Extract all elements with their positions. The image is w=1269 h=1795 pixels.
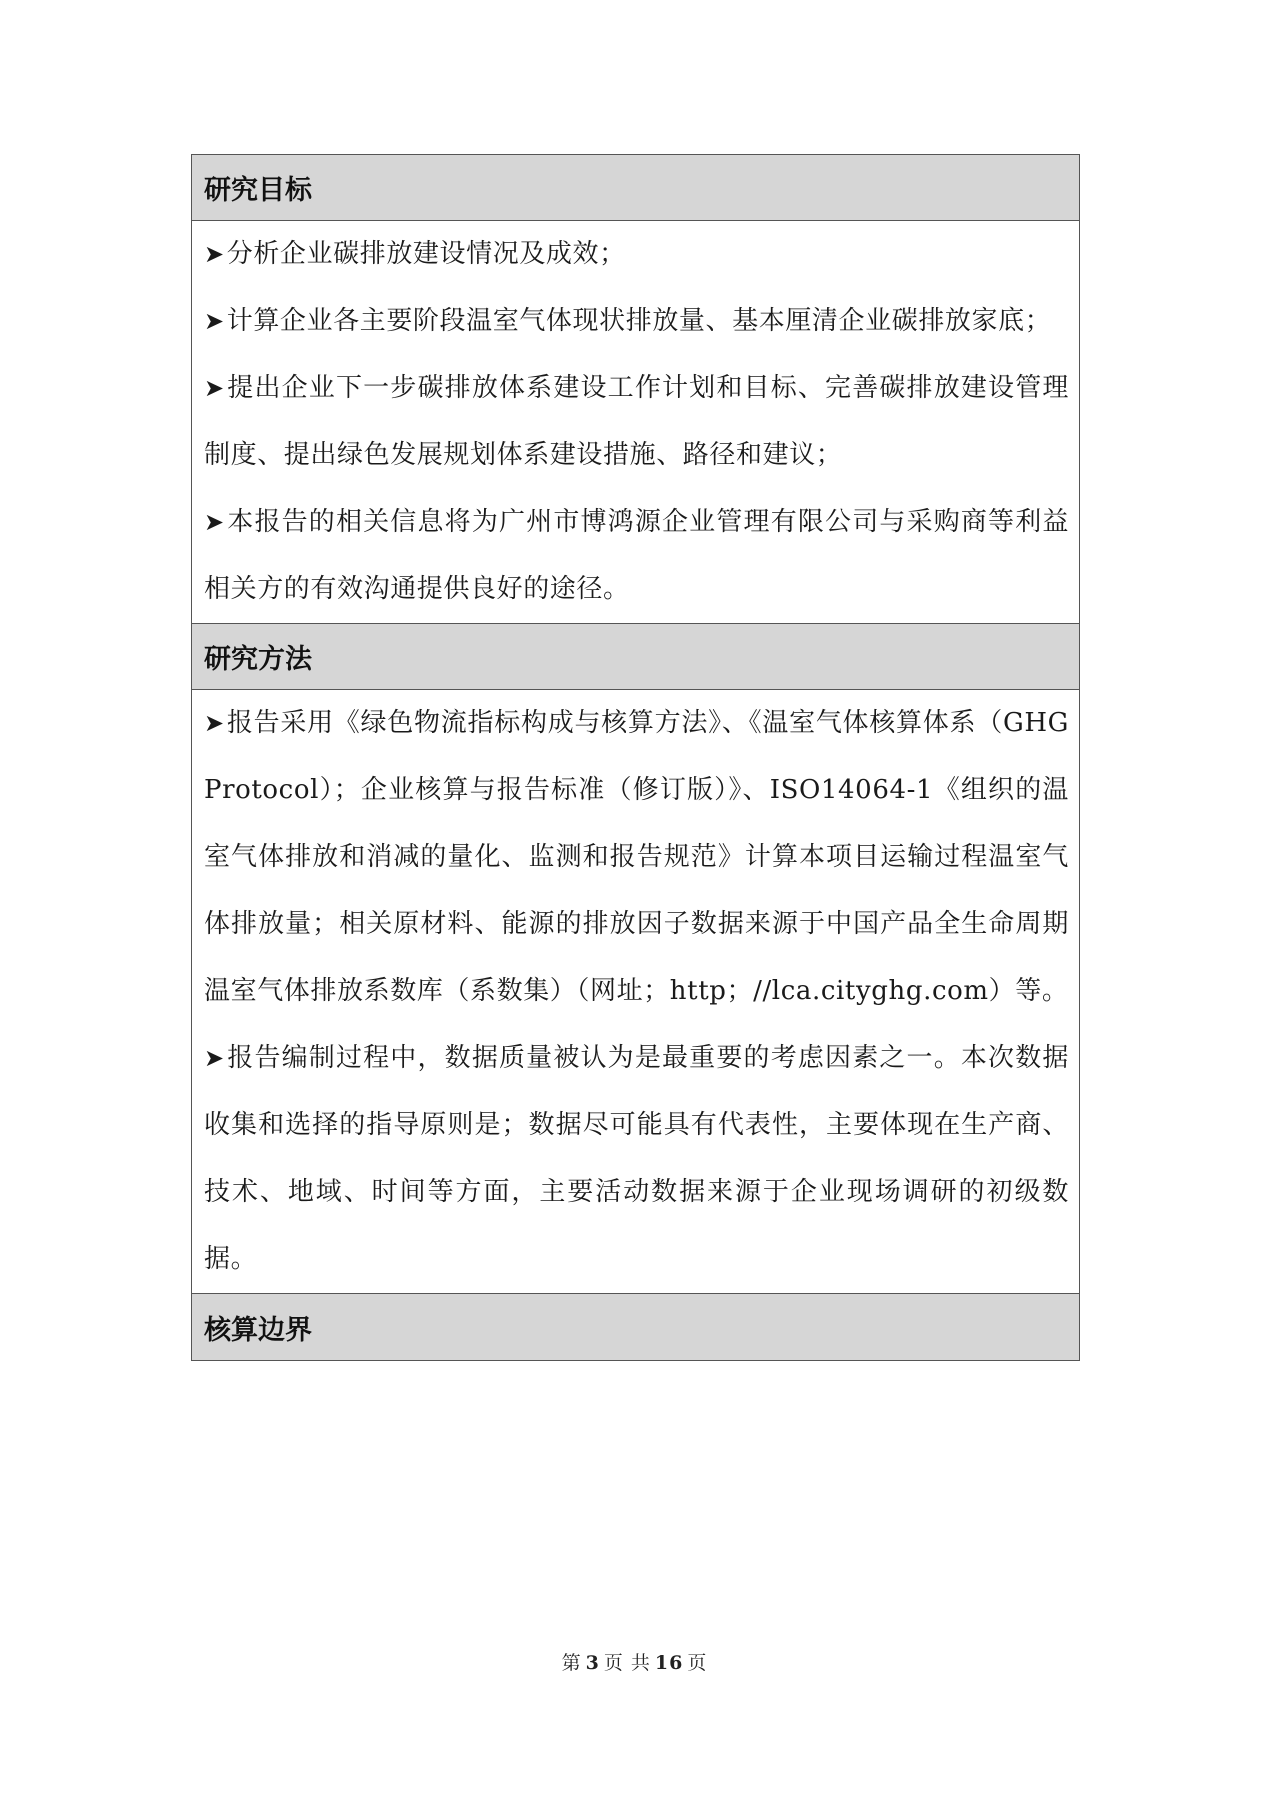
arrowhead-bullet-icon: ➤ [204, 508, 225, 536]
bullet-paragraph: ➤提出企业下一步碳排放体系建设工作计划和目标、完善碳排放建设管理制度、提出绿色发展规划体系建设措施、路径和建议； [204, 373, 1069, 470]
section-header-accounting-boundary [192, 1294, 1079, 1360]
page-footer: 第 3 页 共 16 页 [561, 1652, 708, 1674]
section-body-research-goals [192, 221, 1079, 624]
arrowhead-bullet-icon: ➤ [204, 374, 225, 402]
report-table [191, 154, 1080, 1361]
section-header-research-methods [192, 624, 1079, 690]
arrowhead-bullet-icon: ➤ [204, 1044, 225, 1072]
page-total: 16 [654, 1652, 684, 1674]
page-number: 3 [585, 1652, 600, 1674]
bullet-paragraph: ➤分析企业碳排放建设情况及成效； [204, 239, 626, 269]
bullet-paragraph: ➤本报告的相关信息将为广州市博鸿源企业管理有限公司与采购商等利益相关方的有效沟通提供良好的途径。 [204, 507, 1069, 604]
arrowhead-bullet-icon: ➤ [204, 307, 225, 335]
bullet-paragraph: ➤报告采用《绿色物流指标构成与核算方法》、《温室气体核算体系（GHGProtocol）；企业核算与报告标准（修订版）》、ISO14064-1《组织的温室气体排放和消减的量化、监测和报告规范》计算本项目运输过程温室气体排放量；相关原材料、能源的排放因子数据来源于中国产品全生命周期温室气体排放系数库（系数集）（网址；http；//lca.cityghg.com）等。 [204, 708, 1069, 1006]
bullet-paragraph: ➤报告编制过程中，数据质量被认为是最重要的考虑因素之一。本次数据收集和选择的指导原则是；数据尽可能具有代表性，主要体现在生产商、技术、地域、时间等方面，主要活动数据来源于企业现场调研的初级数据。 [204, 1043, 1069, 1274]
bullet-paragraph: ➤计算企业各主要阶段温室气体现状排放量、基本厘清企业碳排放家底； [204, 306, 1052, 336]
arrowhead-bullet-icon: ➤ [204, 709, 225, 737]
section-title: 研究方法 [204, 644, 312, 675]
section-title: 核算边界 [204, 1314, 312, 1346]
section-body-research-methods [192, 690, 1079, 1294]
section-title: 研究目标 [204, 175, 312, 206]
section-header-research-goals [192, 155, 1079, 221]
arrowhead-bullet-icon: ➤ [204, 240, 225, 268]
